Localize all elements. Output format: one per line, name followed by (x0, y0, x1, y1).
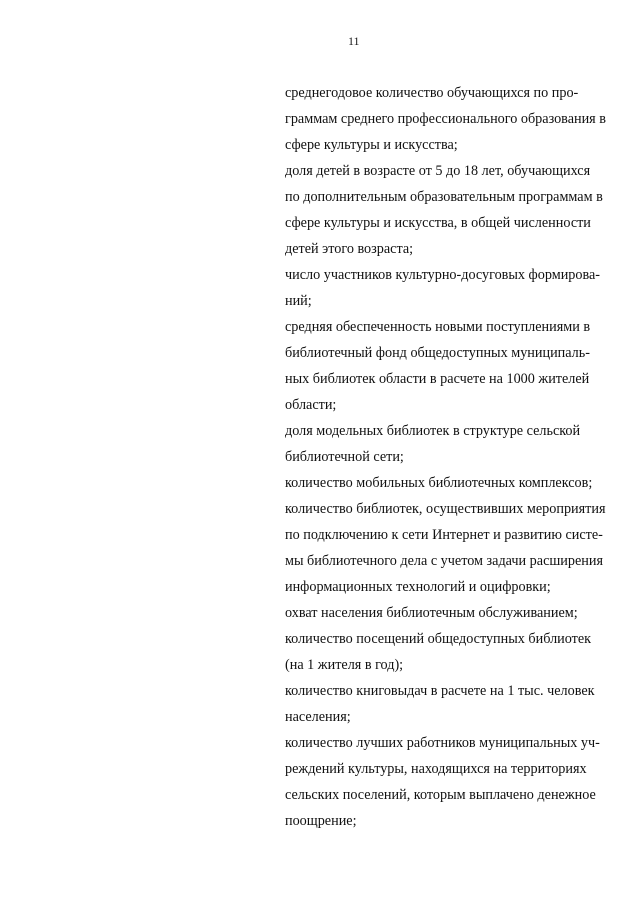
text-line: сфере культуры и искусства, в общей численности (285, 215, 591, 231)
text-line: число участников культурно-досуговых формирова- (285, 267, 601, 283)
text-line: по подключению к сети Интернет и развитию систе- (285, 527, 603, 543)
text-line: населения; (285, 709, 351, 725)
text-line: доля детей в возрасте от 5 до 18 лет, обучающихся (285, 163, 591, 179)
text-line: поощрение; (285, 813, 357, 829)
text-line: ний; (285, 293, 312, 309)
text-line: информационных технологий и оцифровки; (285, 579, 551, 595)
text-line: области; (285, 397, 337, 413)
text-line: библиотечной сети; (285, 449, 404, 465)
text-line: сфере культуры и искусства; (285, 137, 458, 153)
text-line: охват населения библиотечным обслуживанием; (285, 605, 578, 621)
text-line: мы библиотечного дела с учетом задачи расширения (285, 553, 603, 569)
text-line: среднегодовое количество обучающихся по про- (285, 85, 579, 101)
text-line: количество лучших работников муниципальных уч- (285, 735, 600, 751)
text-line: ных библиотек области в расчете на 1000 жителей (285, 371, 590, 387)
text-line: реждений культуры, находящихся на территориях (285, 761, 587, 777)
text-line: сельских поселений, которым выплачено денежное (285, 787, 596, 803)
text-line: доля модельных библиотек в структуре сельской (285, 423, 581, 439)
text-line: количество библиотек, осуществивших мероприятия (285, 501, 606, 517)
text-line: (на 1 жителя в год); (285, 657, 404, 673)
text-line: библиотечный фонд общедоступных муниципаль- (285, 345, 590, 361)
text-line: количество книговыдач в расчете на 1 тыс. человек (285, 683, 595, 699)
page-number: 11 (348, 34, 360, 48)
text-line: граммам среднего профессионального образования в (285, 111, 606, 127)
text-line: детей этого возраста; (285, 241, 414, 257)
indicator-list (285, 80, 628, 834)
text-line: средняя обеспеченность новыми поступлениями в (285, 319, 591, 335)
text-line: количество посещений общедоступных библиотек (285, 631, 592, 647)
text-line: по дополнительным образовательным программам в (285, 189, 603, 205)
text-line: количество мобильных библиотечных комплексов; (285, 475, 593, 491)
